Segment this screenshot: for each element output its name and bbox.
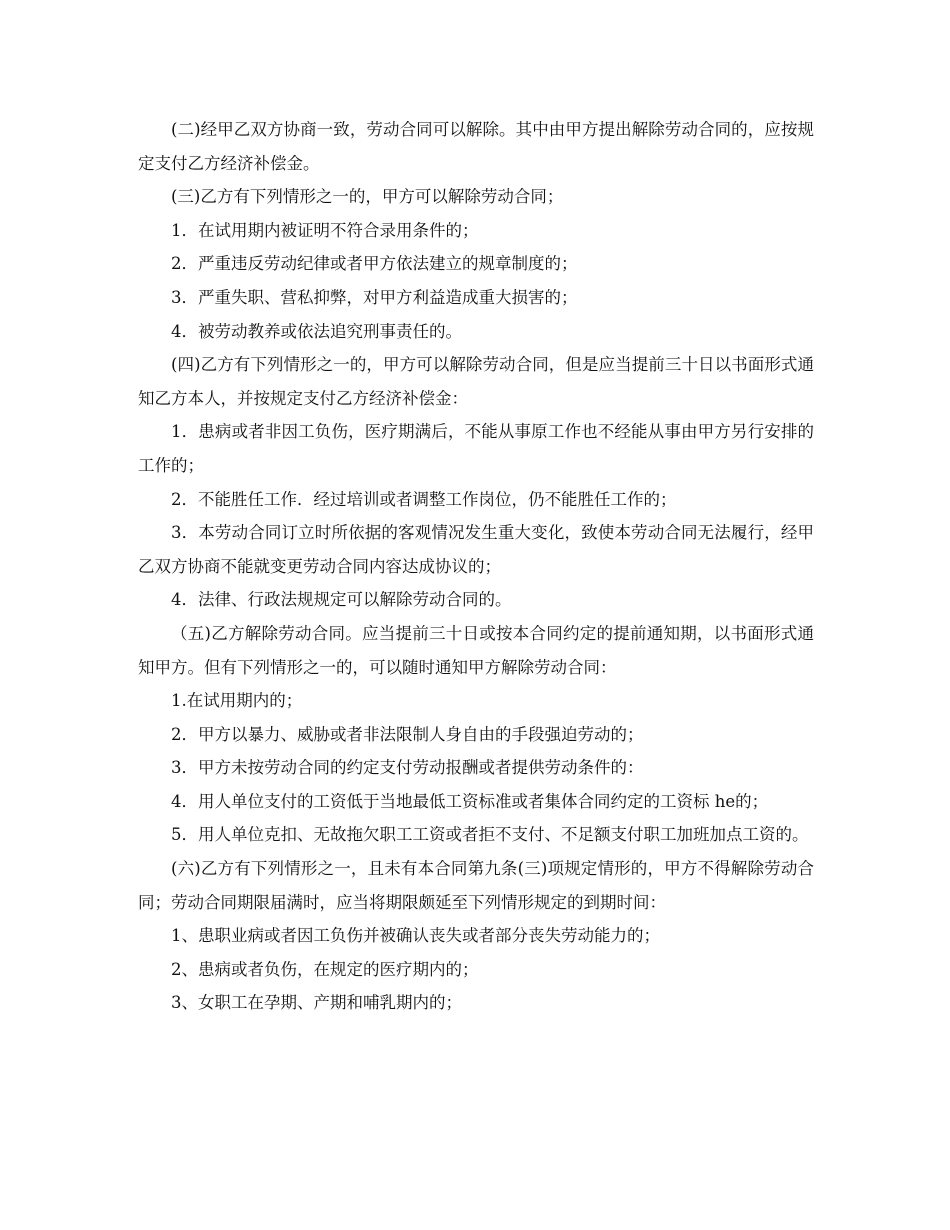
paragraph: (二)经甲乙双方协商一致，劳动合同可以解除。其中由甲方提出解除劳动合同的，应按规定支付乙方经济补偿金。	[138, 120, 814, 173]
list-item: 2．甲方以暴力、威胁或者非法限制人身自由的手段强迫劳动的；	[171, 724, 644, 744]
paragraph: (六)乙方有下列情形之一，且未有本合同第九条(三)项规定情形的，甲方不得解除劳动合同；劳动合同期限届满时，应当将期限颇延至下列情形规定的到期时间：	[138, 859, 814, 912]
list-item: 5．用人单位克扣、无故拖欠职工工资或者拒不支付、不足额支付职工加班加点工资的。	[171, 825, 809, 845]
list-item: 4．法律、行政法规规定可以解除劳动合同的。	[171, 590, 512, 610]
list-item: 2．严重违反劳动纪律或者甲方依法建立的规章制度的；	[171, 254, 578, 274]
document-body	[138, 113, 814, 1020]
list-item: 2．不能胜任工作．经过培训或者调整工作岗位，仍不能胜任工作的；	[171, 489, 677, 509]
paragraph: （五)乙方解除劳动合同。应当提前三十日或按本合同约定的提前通知期，以书面形式通知甲方。但有下列情形之一的，可以随时通知甲方解除劳动合同：	[138, 623, 814, 677]
list-item: 1.在试用期内的；	[171, 691, 303, 711]
list-item: 3、女职工在孕期、产期和哺乳期内的；	[171, 993, 462, 1013]
list-item: 3．本劳动合同订立时所依据的客观情况发生重大变化，致使本劳动合同无法履行，经甲乙双方协商不能就变更劳动合同内容达成协议的；	[138, 523, 814, 576]
list-item: 2、患病或者负伤，在规定的医疗期内的；	[171, 959, 479, 979]
list-item: 3．甲方未按劳动合同的约定支付劳动报酬或者提供劳动条件的：	[171, 758, 644, 778]
list-item: 1、患职业病或者因工负伤并被确认丧失或者部分丧失劳动能力的；	[171, 926, 660, 946]
list-item: 1．患病或者非因工负伤，医疗期满后，不能从事原工作也不经能从事由甲方另行安排的工作的；	[138, 422, 814, 475]
list-item: 4．用人单位支付的工资低于当地最低工资标准或者集体合同约定的工资标 he的；	[171, 791, 769, 811]
paragraph: (三)乙方有下列情形之一的，甲方可以解除劳动合同；	[171, 187, 564, 207]
list-item: 3．严重失职、营私抑弊，对甲方利益造成重大损害的；	[171, 287, 578, 307]
paragraph: (四)乙方有下列情形之一的，甲方可以解除劳动合同，但是应当提前三十日以书面形式通知乙方本人，并按规定支付乙方经济补偿金：	[138, 355, 814, 408]
list-item: 4．被劳动教养或依法追究刑事责任的。	[171, 321, 462, 341]
list-item: 1．在试用期内被证明不符合录用条件的；	[171, 220, 479, 240]
